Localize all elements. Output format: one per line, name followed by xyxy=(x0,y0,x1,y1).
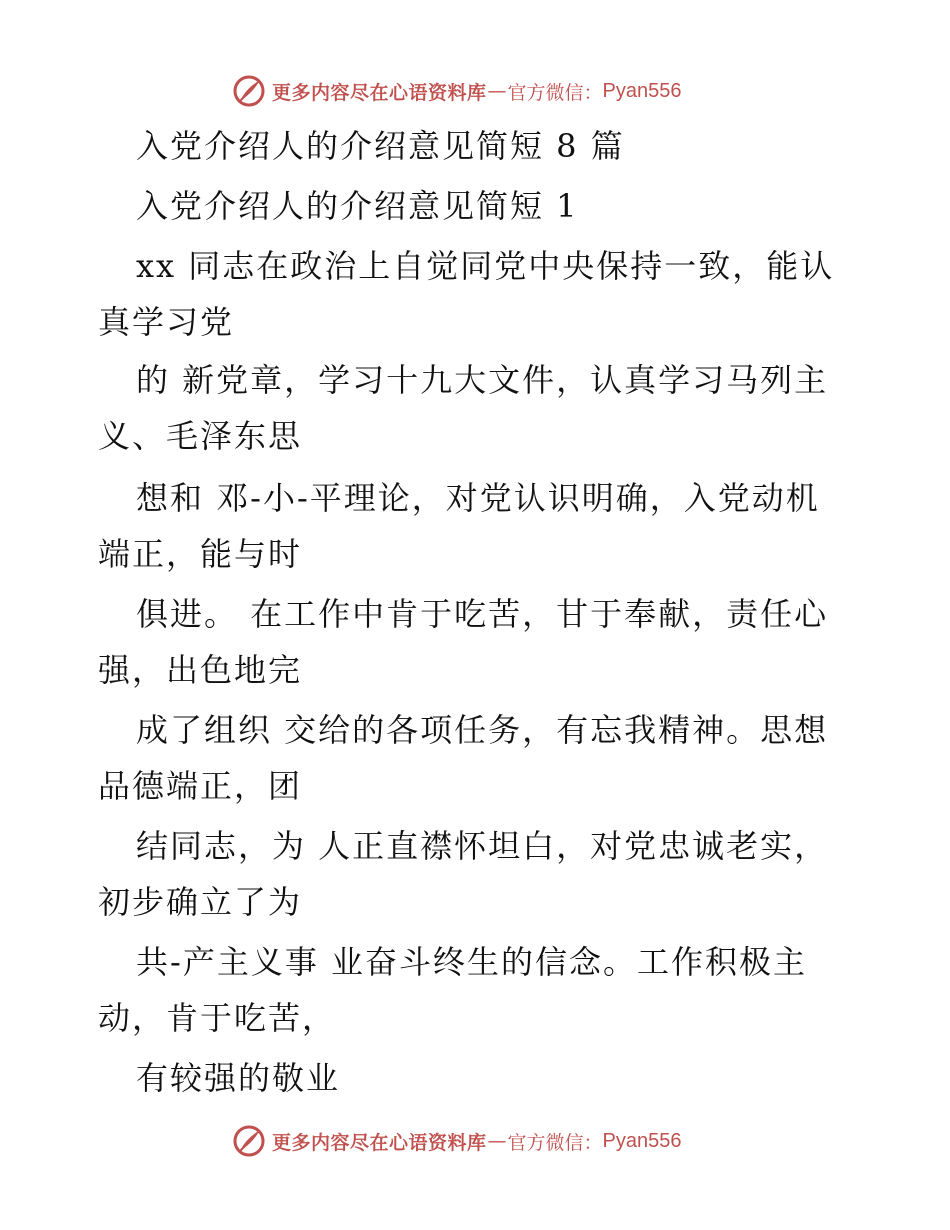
watermark-wechat-id: Pyan556 xyxy=(602,1129,682,1152)
footer-watermark xyxy=(232,1123,682,1159)
watermark-wechat-id: Pyan556 xyxy=(602,79,682,102)
paragraph-line: 动，肯于吃苦， xyxy=(98,999,337,1037)
watermark-main-text: 更多内容尽在心语资料库 xyxy=(272,1131,487,1154)
paragraph-line: 真学习党 xyxy=(98,303,235,341)
paragraph-line: 俱进。 在工作中肯于吃苦，甘于奉献，责任心 xyxy=(136,595,829,633)
paragraph-line: 成了组织 交给的各项任务，有忘我精神。思想 xyxy=(136,711,829,749)
watermark-wechat-label: 官方微信： xyxy=(507,1131,603,1154)
watermark-dash: — xyxy=(487,80,507,102)
section-heading: 入党介绍人的介绍意见简短 1 xyxy=(136,187,579,225)
paragraph-line: xx 同志在政治上自觉同党中央保持一致，能认 xyxy=(136,247,835,285)
watermark-dash: — xyxy=(487,1130,507,1152)
paragraph-line: 有较强的敬业 xyxy=(136,1059,341,1097)
document-title: 入党介绍人的介绍意见简短 8 篇 xyxy=(136,127,625,165)
paragraph-line: 初步确立了为 xyxy=(98,883,303,921)
feather-pen-logo-icon xyxy=(232,1124,266,1158)
paragraph-line: 品德端正，团 xyxy=(98,767,303,805)
paragraph-line: 端正，能与时 xyxy=(98,535,303,573)
watermark-main-text: 更多内容尽在心语资料库 xyxy=(272,81,487,104)
paragraph-line: 强，出色地完 xyxy=(98,651,303,689)
paragraph-line: 义、毛泽东思 xyxy=(98,417,303,455)
paragraph-line: 想和 邓-小-平理论，对党认识明确，入党动机 xyxy=(136,479,820,517)
watermark-wechat-label: 官方微信： xyxy=(507,81,603,104)
paragraph-line: 结同志，为 人正直襟怀坦白，对党忠诚老实， xyxy=(136,827,829,865)
paragraph-line: 的 新党章，学习十九大文件，认真学习马列主 xyxy=(136,361,829,399)
paragraph-line: 共-产主义事 业奋斗终生的信念。工作积极主 xyxy=(136,943,807,981)
